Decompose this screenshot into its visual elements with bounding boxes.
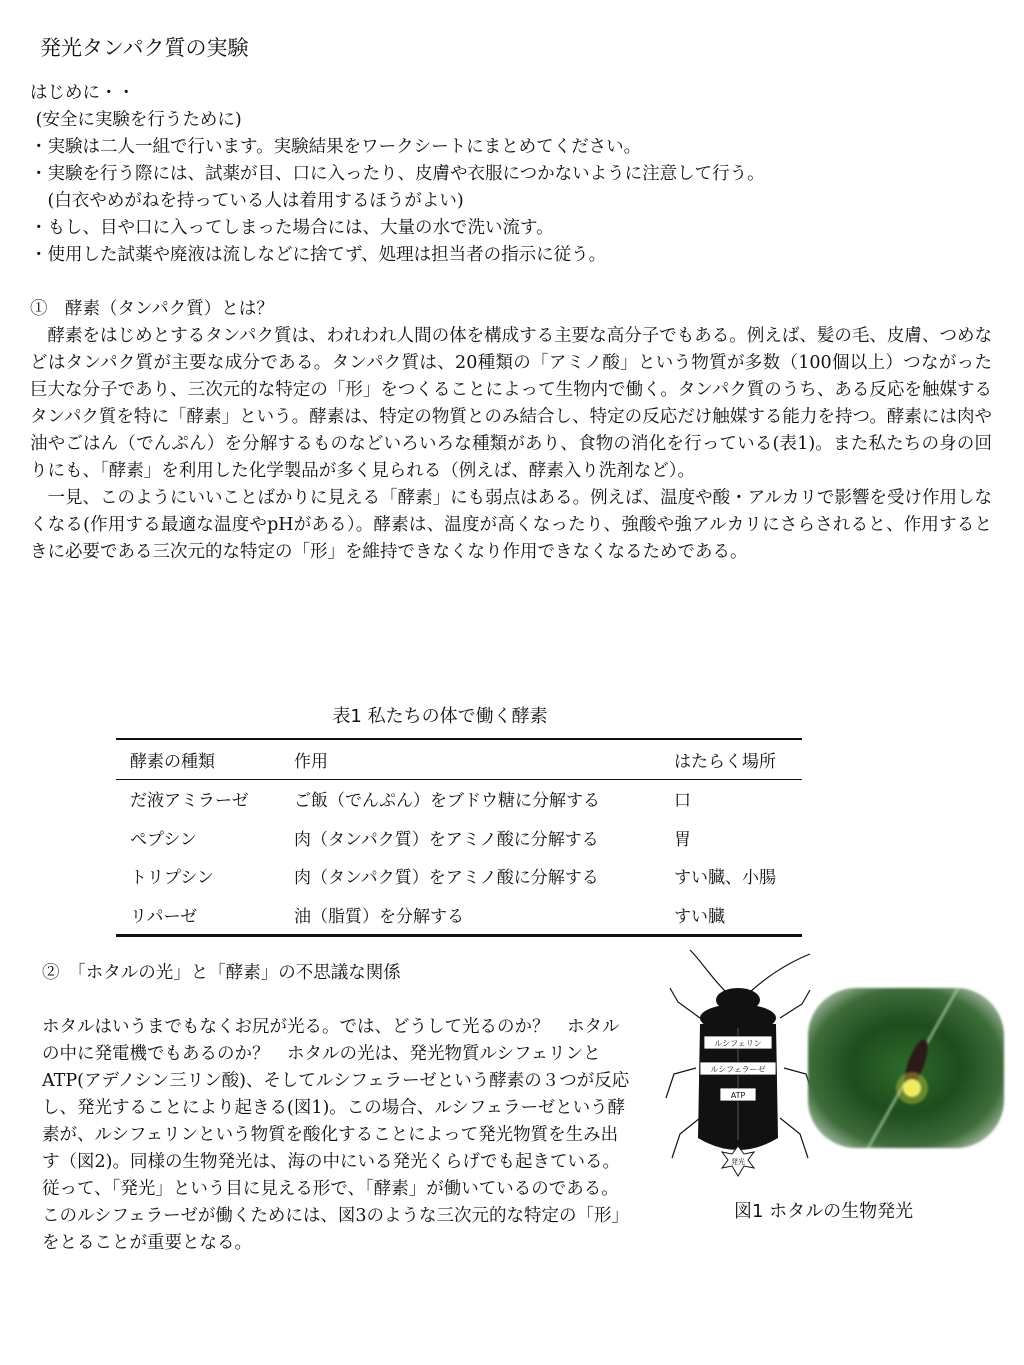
table-row <box>116 779 802 818</box>
section-paragraph: 一見、このようにいいことばかりに見える「酵素」にも弱点はある。例えば、温度や酸・アルカリで影響を受け作用しなくなる(作用する最適な温度やpHがある）。酵素は、温度が高くなったり、強酸や強アルカリにさらされると、作用するときに必要である三次元的な特定の「形」を維持できなくなり作用できなくなるためである。 <box>30 488 992 562</box>
table-header-row <box>116 739 802 779</box>
diagram-label-light: 発光 <box>731 1158 745 1166</box>
intro-section <box>30 80 990 269</box>
page-title: 発光タンパク質の実験 <box>40 36 249 60</box>
firefly-diagram <box>660 948 820 1180</box>
intro-line: ・もし、目や口に入ってしまった場合には、大量の水で洗い流す。 <box>30 218 554 238</box>
intro-line: (白衣やめがねを持っている人は着用するほうがよい) <box>30 191 464 211</box>
table-cell: トリプシン <box>130 868 214 889</box>
table-row <box>116 818 802 857</box>
table-cell: 肉（タンパク質）をアミノ酸に分解する <box>294 829 599 850</box>
table-row <box>116 857 802 896</box>
section-paragraph: 従って、「発光」という目に見える形で、「酵素」が働いているのである。このルシフェラーゼが働くためには、図3のような三次元的な特定の「形」をとることが重要となる。 <box>42 1179 629 1253</box>
table-caption: 表1 私たちの体で働く酵素 <box>332 706 548 727</box>
section-enzyme <box>30 296 992 566</box>
firefly-photo-art <box>808 988 1004 1148</box>
table-cell: だ液アミラーゼ <box>130 791 249 812</box>
intro-line: はじめに・・ <box>30 83 135 103</box>
table-cell: ご飯（でんぷん）をブドウ糖に分解する <box>294 791 600 812</box>
diagram-label-atp: ATP <box>730 1091 746 1100</box>
table-header-cell: はたらく場所 <box>674 751 776 772</box>
table-cell: 肉（タンパク質）をアミノ酸に分解する <box>294 868 599 889</box>
table-header-cell: 作用 <box>294 751 328 772</box>
section-heading: ① 酵素（タンパク質）とは？ <box>30 299 274 319</box>
table-row <box>116 895 802 935</box>
table-cell: 口 <box>674 791 691 812</box>
diagram-label-luciferin: ルシフェリン <box>714 1039 762 1048</box>
intro-line: ・実験を行う際には、試薬が目、口に入ったり、皮膚や衣服につかないように注意して行う。 <box>30 164 765 184</box>
figure-caption: 図1 ホタルの生物発光 <box>734 1201 914 1222</box>
diagram-label-luciferase: ルシフェラーゼ <box>710 1065 766 1074</box>
section-paragraph: 酵素をはじめとするタンパク質は、われわれ人間の体を構成する主要な高分子でもある。例えば、髪の毛、皮膚、つめなどはタンパク質が主要な成分である。タンパク質は、20種類の「アミノ酸」という物質が多数（100個以上）つながった巨大な分子であり、三次元的な特定の「形」をつくることによって生物内で働く。タンパク質のうち、ある反応を触媒するタンパク質を特に「酵素」という。酵素は、特定の物質とのみ結合し、特定の反応だけ触媒する能力を持つ。酵素には肉や油やごはん（でんぷん）を分解するものなどいろいろな種類があり、食物の消化を行っている(表1)。また私たちの身の回りにも、「酵素」を利用した化学製品が多く見られる（例えば、酵素入り洗剤など）。 <box>30 326 992 481</box>
table-cell: リパーゼ <box>130 906 198 927</box>
table-cell: 油（脂質）を分解する <box>294 906 464 927</box>
firefly-photo <box>808 988 1004 1148</box>
section-paragraph: ホタルはいうまでもなくお尻が光る。では、どうして光るのか？ ホタルの中に発電機でもあるのか？ ホタルの光は、発光物質ルシフェリンとATP(アデノシン三リン酸)、そしてルシフェラーゼという酵素の３つが反応し、発光することにより起きる(図1)。この場合、ルシフェラーゼという酵素が、ルシフェリンという物質を酸化することによって発光物質を生み出す（図2)。同様の生物発光は、海の中にいる発光くらげでも起きている。 <box>42 1017 630 1172</box>
table-cell: すい臓、小腸 <box>674 868 776 889</box>
table-cell: 胃 <box>674 829 691 850</box>
intro-line: ・使用した試薬や廃液は流しなどに捨てず、処理は担当者の指示に従う。 <box>30 245 607 265</box>
section-heading: ② 「ホタルの光」と「酵素」の不思議な関係 <box>42 963 401 983</box>
table-cell: ペプシン <box>130 829 197 850</box>
table-header-cell: 酵素の種類 <box>130 751 215 772</box>
table-cell: すい臓 <box>674 906 725 927</box>
intro-line: (安全に実験を行うために) <box>30 110 242 130</box>
section-firefly <box>42 960 632 1257</box>
enzyme-table <box>116 738 802 937</box>
intro-line: ・実験は二人一組で行います。実験結果をワークシートにまとめてください。 <box>30 137 642 157</box>
